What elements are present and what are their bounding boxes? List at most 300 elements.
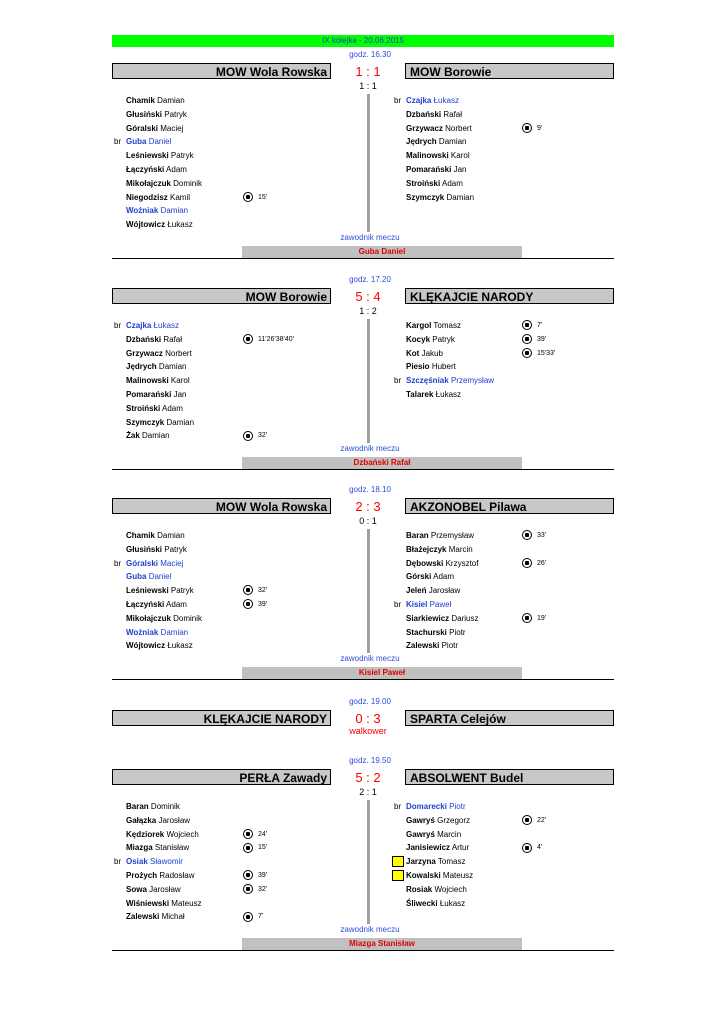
player-first-name: Maciej <box>160 558 184 568</box>
player-last-name: Woźniak <box>126 627 159 637</box>
player-first-name: Daniel <box>148 572 172 582</box>
player-first-name: Przemysław <box>450 376 495 386</box>
player-last-name: Kisiel <box>406 600 428 609</box>
goal-entry <box>243 828 267 841</box>
player-first-name: Jarosław <box>428 586 461 596</box>
player-last-name: Szczęśniak <box>406 376 449 386</box>
player-first-name: Norbert <box>165 348 192 358</box>
home-player-row <box>114 557 184 570</box>
player-first-name: Jarosław <box>149 884 181 894</box>
player-last-name: Kędziorek <box>126 829 165 839</box>
home-player-row <box>126 218 193 231</box>
player-last-name: Baran <box>406 531 429 540</box>
home-player-row <box>126 814 190 827</box>
player-first-name: Jan <box>173 390 187 399</box>
player-first-name: Marcin <box>448 544 473 554</box>
player-last-name: Kowalski <box>406 871 441 880</box>
player-last-name: Grzywacz <box>406 123 443 133</box>
home-player-row <box>126 177 202 190</box>
player-first-name: Hubert <box>431 362 456 372</box>
football-icon <box>243 912 253 922</box>
away-player-row <box>406 855 465 868</box>
goalkeeper-marker: br <box>394 600 402 609</box>
player-last-name: Grzywacz <box>126 348 163 358</box>
away-player-row <box>394 94 459 107</box>
player-last-name: Śliwecki <box>406 898 438 908</box>
player-last-name: Gawryś <box>406 829 435 839</box>
player-first-name: Michał <box>161 912 185 922</box>
player-last-name: Jeleń <box>406 586 427 596</box>
goal-entry <box>243 598 267 611</box>
home-player-row <box>126 416 194 429</box>
football-icon <box>243 870 253 880</box>
player-first-name: Dominik <box>173 613 203 623</box>
home-player-row <box>126 869 195 882</box>
player-last-name: Pomarański <box>126 390 172 399</box>
player-last-name: Wiśniewski <box>126 898 170 908</box>
goalkeeper-marker: br <box>394 376 402 386</box>
round-header: IX kolejka - 20.06.2015 <box>112 35 614 47</box>
player-last-name: Malinowski <box>126 376 169 386</box>
home-team: MOW Borowie <box>112 288 331 304</box>
away-player-row <box>406 163 467 176</box>
away-player-row <box>406 883 467 896</box>
player-last-name: Gałązka <box>126 815 157 825</box>
football-icon <box>522 123 532 133</box>
goal-entry <box>243 191 267 204</box>
goal-minutes: 15' <box>258 844 268 852</box>
player-first-name: Patryk <box>170 586 194 596</box>
goalkeeper-marker: br <box>394 96 402 105</box>
player-last-name: Leśniewski <box>126 151 169 161</box>
player-last-name: Rosiak <box>406 884 433 894</box>
player-first-name: Damian <box>157 96 185 105</box>
home-player-row <box>126 841 189 854</box>
home-player-row <box>126 402 183 415</box>
player-last-name: Stroiński <box>406 178 441 188</box>
player-last-name: Dzbański <box>126 334 162 344</box>
away-player-row <box>394 800 466 813</box>
match-time: godz. 19.00 <box>349 697 391 706</box>
goal-minutes: 24' <box>258 830 268 838</box>
home-player-row <box>126 347 192 360</box>
player-last-name: Janisiewicz <box>406 843 451 853</box>
player-last-name: Siarkiewicz <box>406 613 450 623</box>
player-first-name: Dominik <box>173 178 203 188</box>
goal-minutes: 7' <box>537 322 543 329</box>
home-player-row <box>126 800 180 813</box>
football-icon <box>522 530 532 540</box>
football-icon <box>243 599 253 609</box>
home-player-row <box>126 204 188 217</box>
away-player-row <box>406 360 456 373</box>
player-last-name: Prożych <box>126 871 158 880</box>
player-first-name: Tomasz <box>437 857 466 867</box>
away-player-row <box>406 897 465 910</box>
player-first-name: Przemysław <box>430 531 475 540</box>
player-first-name: Norbert <box>445 123 472 133</box>
final-score: 5 : 4 <box>355 289 381 304</box>
mvp-label: zawodnik meczu <box>340 233 400 242</box>
player-first-name: Damian <box>142 431 170 441</box>
home-player-row <box>126 828 199 841</box>
mvp-name: Guba Daniel <box>242 246 522 258</box>
player-last-name: Chamik <box>126 96 155 105</box>
player-last-name: Leśniewski <box>126 586 169 596</box>
player-first-name: Stanisław <box>154 843 190 853</box>
player-last-name: Szymczyk <box>126 417 165 427</box>
home-player-row <box>126 108 187 121</box>
player-first-name: Daniel <box>148 137 172 147</box>
home-player-row <box>126 333 182 346</box>
player-first-name: Karol <box>170 376 190 386</box>
goal-entry <box>522 557 546 570</box>
player-last-name: Kot <box>406 348 420 358</box>
player-last-name: Jarzyna <box>406 857 436 867</box>
home-player-row <box>114 135 172 148</box>
goal-entry <box>522 841 542 854</box>
player-last-name: Czajka <box>406 96 432 105</box>
player-last-name: Głusiński <box>126 109 163 119</box>
match-time: godz. 16.30 <box>349 50 391 59</box>
goal-entry <box>522 333 546 346</box>
player-last-name: Łączyński <box>126 165 165 174</box>
player-last-name: Wójtowicz <box>126 641 166 651</box>
goal-minutes: 15'33' <box>537 349 556 357</box>
divider-bar <box>367 800 370 924</box>
player-last-name: Zalewski <box>126 912 160 922</box>
goal-entry <box>243 910 263 923</box>
goal-entry <box>243 841 267 854</box>
player-last-name: Łączyński <box>126 600 165 609</box>
home-player-row <box>126 388 187 401</box>
home-player-row <box>126 360 187 373</box>
player-first-name: Łukasz <box>167 220 193 230</box>
home-player-row <box>126 639 193 652</box>
player-first-name: Radosław <box>159 871 195 880</box>
away-team: MOW Borowie <box>405 63 614 79</box>
player-first-name: Patryk <box>432 334 455 344</box>
football-icon <box>522 815 532 825</box>
goal-minutes: 33' <box>537 532 547 539</box>
player-last-name: Głusiński <box>126 544 163 554</box>
away-player-row <box>406 639 458 652</box>
goal-minutes: 32' <box>258 432 268 440</box>
player-first-name: Wojciech <box>166 829 199 839</box>
player-last-name: Góralski <box>126 123 159 133</box>
football-icon <box>243 843 253 853</box>
goal-minutes: 26' <box>537 559 547 567</box>
away-player-row <box>406 108 462 121</box>
player-first-name: Damian <box>158 362 187 372</box>
goal-entry <box>522 347 555 360</box>
home-player-row <box>126 598 187 611</box>
away-team: ABSOLWENT Budel <box>405 769 614 785</box>
football-icon <box>243 585 253 595</box>
player-first-name: Patryk <box>164 109 187 119</box>
goal-minutes: 11'26'38'40' <box>258 335 294 343</box>
goal-minutes: 7' <box>258 913 264 921</box>
player-last-name: Mikołajczuk <box>126 178 171 188</box>
player-first-name: Adam <box>162 403 183 413</box>
away-player-row <box>406 347 443 360</box>
divider-bar <box>367 529 370 653</box>
goal-minutes: 9' <box>537 124 543 132</box>
player-first-name: Adam <box>166 165 187 174</box>
player-last-name: Czajka <box>126 321 152 330</box>
away-player-row <box>406 570 454 583</box>
walkover-label: walkower <box>349 726 387 736</box>
player-first-name: Grzegorz <box>437 815 471 825</box>
away-player-row <box>406 122 472 135</box>
football-icon <box>522 348 532 358</box>
player-last-name: Gawryś <box>406 815 435 825</box>
player-last-name: Woźniak <box>126 206 159 216</box>
goalkeeper-marker: br <box>114 137 122 147</box>
home-player-row <box>126 897 202 910</box>
home-player-row <box>114 855 183 868</box>
player-last-name: Mikołajczuk <box>126 613 171 623</box>
player-first-name: Adam <box>433 572 455 582</box>
player-last-name: Baran <box>126 802 149 811</box>
mvp-name: Dzbański Rafał <box>242 457 522 469</box>
goal-entry <box>243 883 267 896</box>
home-player-row <box>126 163 187 176</box>
away-player-row <box>406 333 455 346</box>
player-first-name: Łukasz <box>153 321 179 330</box>
home-player-row <box>126 94 185 107</box>
section-separator <box>112 469 614 470</box>
away-player-row <box>394 598 452 611</box>
player-first-name: Marcin <box>437 829 462 839</box>
home-player-row <box>126 429 170 442</box>
football-icon <box>243 829 253 839</box>
player-last-name: Osiak <box>126 857 148 867</box>
goal-minutes: 19' <box>537 614 547 622</box>
player-first-name: Damian <box>166 417 195 427</box>
goal-entry <box>243 869 267 882</box>
yellow-card-icon <box>392 870 404 881</box>
home-player-row <box>126 374 190 387</box>
player-last-name: Chamik <box>126 531 155 540</box>
final-score: 1 : 1 <box>355 64 381 79</box>
mvp-label: zawodnik meczu <box>340 444 400 454</box>
player-first-name: Artur <box>451 843 470 853</box>
player-first-name: Maciej <box>160 123 184 133</box>
mvp-name: Miazga Stanisław <box>242 938 522 950</box>
away-player-row <box>406 388 461 401</box>
goal-minutes: 4' <box>537 844 543 852</box>
away-player-row <box>406 557 478 570</box>
player-first-name: Damian <box>160 627 189 637</box>
player-first-name: Paweł <box>429 600 452 609</box>
home-player-row <box>126 612 202 625</box>
football-icon <box>522 558 532 568</box>
player-first-name: Adam <box>442 178 463 188</box>
home-player-row <box>114 319 179 332</box>
home-player-row <box>126 883 181 896</box>
player-last-name: Jędrych <box>406 137 437 147</box>
away-player-row <box>406 869 473 882</box>
player-first-name: Mateusz <box>442 871 474 880</box>
goal-entry <box>243 333 294 346</box>
player-last-name: Niegodzisz <box>126 192 168 202</box>
player-first-name: Piotr <box>449 627 466 637</box>
player-first-name: Piotr <box>449 802 466 811</box>
player-first-name: Łukasz <box>167 641 193 651</box>
goal-minutes: 39' <box>537 335 547 343</box>
away-player-row <box>406 135 467 148</box>
player-first-name: Dominik <box>150 802 180 811</box>
away-player-row <box>406 177 463 190</box>
player-last-name: Stachurski <box>406 627 447 637</box>
football-icon <box>243 192 253 202</box>
player-last-name: Sowa <box>126 884 147 894</box>
player-first-name: Mateusz <box>171 898 202 908</box>
halftime-score: 0 : 1 <box>359 516 377 526</box>
player-first-name: Patryk <box>170 151 194 161</box>
player-first-name: Damian <box>438 137 467 147</box>
home-player-row <box>126 584 194 597</box>
player-first-name: Jarosław <box>158 815 191 825</box>
halftime-score: 1 : 2 <box>359 306 377 316</box>
goal-entry <box>522 814 546 827</box>
football-icon <box>243 431 253 441</box>
goal-minutes: 15' <box>258 193 268 201</box>
player-first-name: Damian <box>160 206 189 216</box>
home-player-row <box>126 910 185 923</box>
final-score: 5 : 2 <box>355 770 381 785</box>
away-player-row <box>406 612 479 625</box>
player-last-name: Błażejczyk <box>406 544 447 554</box>
away-player-row <box>406 814 470 827</box>
player-first-name: Damian <box>157 531 185 540</box>
away-player-row <box>406 529 474 542</box>
player-last-name: Guba <box>126 572 147 582</box>
player-first-name: Krzysztof <box>445 558 479 568</box>
player-last-name: Góralski <box>126 558 159 568</box>
player-first-name: Wojciech <box>434 884 467 894</box>
player-last-name: Dzbański <box>406 109 442 119</box>
player-first-name: Piotr <box>441 641 459 651</box>
away-player-row <box>406 626 466 639</box>
player-last-name: Żak <box>126 431 140 441</box>
goal-entry <box>243 429 267 442</box>
goalkeeper-marker: br <box>114 558 122 568</box>
goal-minutes: 22' <box>537 816 547 824</box>
football-icon <box>522 334 532 344</box>
player-last-name: Piesio <box>406 362 430 372</box>
player-first-name: Sławomir <box>150 857 183 867</box>
away-player-row <box>406 191 474 204</box>
football-icon <box>522 613 532 623</box>
player-first-name: Rafał <box>163 334 183 344</box>
goal-entry <box>522 319 542 332</box>
player-last-name: Szymczyk <box>406 192 445 202</box>
away-player-row <box>406 543 473 556</box>
goalkeeper-marker: br <box>114 857 122 867</box>
goalkeeper-marker: br <box>114 321 122 330</box>
player-last-name: Dębowski <box>406 558 444 568</box>
player-last-name: Miazga <box>126 843 153 853</box>
home-player-row <box>126 191 190 204</box>
final-score: 0 : 3 <box>355 711 381 726</box>
away-player-row <box>394 374 495 387</box>
goal-entry <box>522 122 542 135</box>
home-player-row <box>126 570 171 583</box>
match-time: godz. 18.10 <box>349 485 391 494</box>
home-player-row <box>126 626 188 639</box>
player-first-name: Łukasz <box>433 96 459 105</box>
goal-entry <box>243 584 267 597</box>
home-team: KLĘKAJCIE NARODY <box>112 710 331 726</box>
player-last-name: Jędrych <box>126 362 157 372</box>
player-first-name: Dariusz <box>451 613 479 623</box>
away-player-row <box>406 319 461 332</box>
player-last-name: Guba <box>126 137 147 147</box>
football-icon <box>243 334 253 344</box>
home-player-row <box>126 529 185 542</box>
player-first-name: Jakub <box>421 348 443 358</box>
yellow-card-icon <box>392 856 404 867</box>
player-first-name: Łukasz <box>435 390 462 399</box>
player-first-name: Łukasz <box>439 898 466 908</box>
football-icon <box>522 843 532 853</box>
player-first-name: Adam <box>166 600 187 609</box>
player-first-name: Tomasz <box>433 321 461 330</box>
player-last-name: Zalewski <box>406 641 440 651</box>
player-last-name: Stroiński <box>126 403 161 413</box>
divider-bar <box>367 94 370 232</box>
match-time: godz. 17.20 <box>349 275 391 284</box>
section-separator <box>112 258 614 259</box>
away-player-row <box>406 841 469 854</box>
player-last-name: Malinowski <box>406 151 449 161</box>
home-player-row <box>126 543 187 556</box>
goal-entry <box>522 529 546 542</box>
player-last-name: Kocyk <box>406 334 431 344</box>
player-first-name: Damian <box>446 192 475 202</box>
mvp-label: zawodnik meczu <box>340 654 400 664</box>
halftime-score: 2 : 1 <box>359 787 377 797</box>
goal-minutes: 32' <box>258 587 268 595</box>
halftime-score: 1 : 1 <box>359 81 377 91</box>
player-first-name: Jan <box>453 165 467 174</box>
player-first-name: Rafał <box>443 109 463 119</box>
football-icon <box>522 320 532 330</box>
player-last-name: Kargol <box>406 321 432 330</box>
football-icon <box>243 884 253 894</box>
mvp-label: zawodnik meczu <box>340 925 400 935</box>
player-last-name: Wójtowicz <box>126 220 166 230</box>
player-last-name: Górski <box>406 572 432 582</box>
player-first-name: Kamil <box>170 192 191 202</box>
player-last-name: Domarecki <box>406 802 447 811</box>
goalkeeper-marker: br <box>394 802 402 811</box>
goal-minutes: 39' <box>258 601 268 608</box>
section-separator <box>112 679 614 680</box>
home-team: MOW Wola Rowska <box>112 63 331 79</box>
home-player-row <box>126 149 194 162</box>
goal-minutes: 39' <box>258 872 268 879</box>
goal-minutes: 32' <box>258 885 268 893</box>
away-player-row <box>406 149 470 162</box>
player-last-name: Talarek <box>406 390 434 399</box>
player-last-name: Pomarański <box>406 165 452 174</box>
goal-entry <box>522 612 546 625</box>
away-team: AKZONOBEL Pilawa <box>405 498 614 514</box>
player-first-name: Karol <box>450 151 470 161</box>
